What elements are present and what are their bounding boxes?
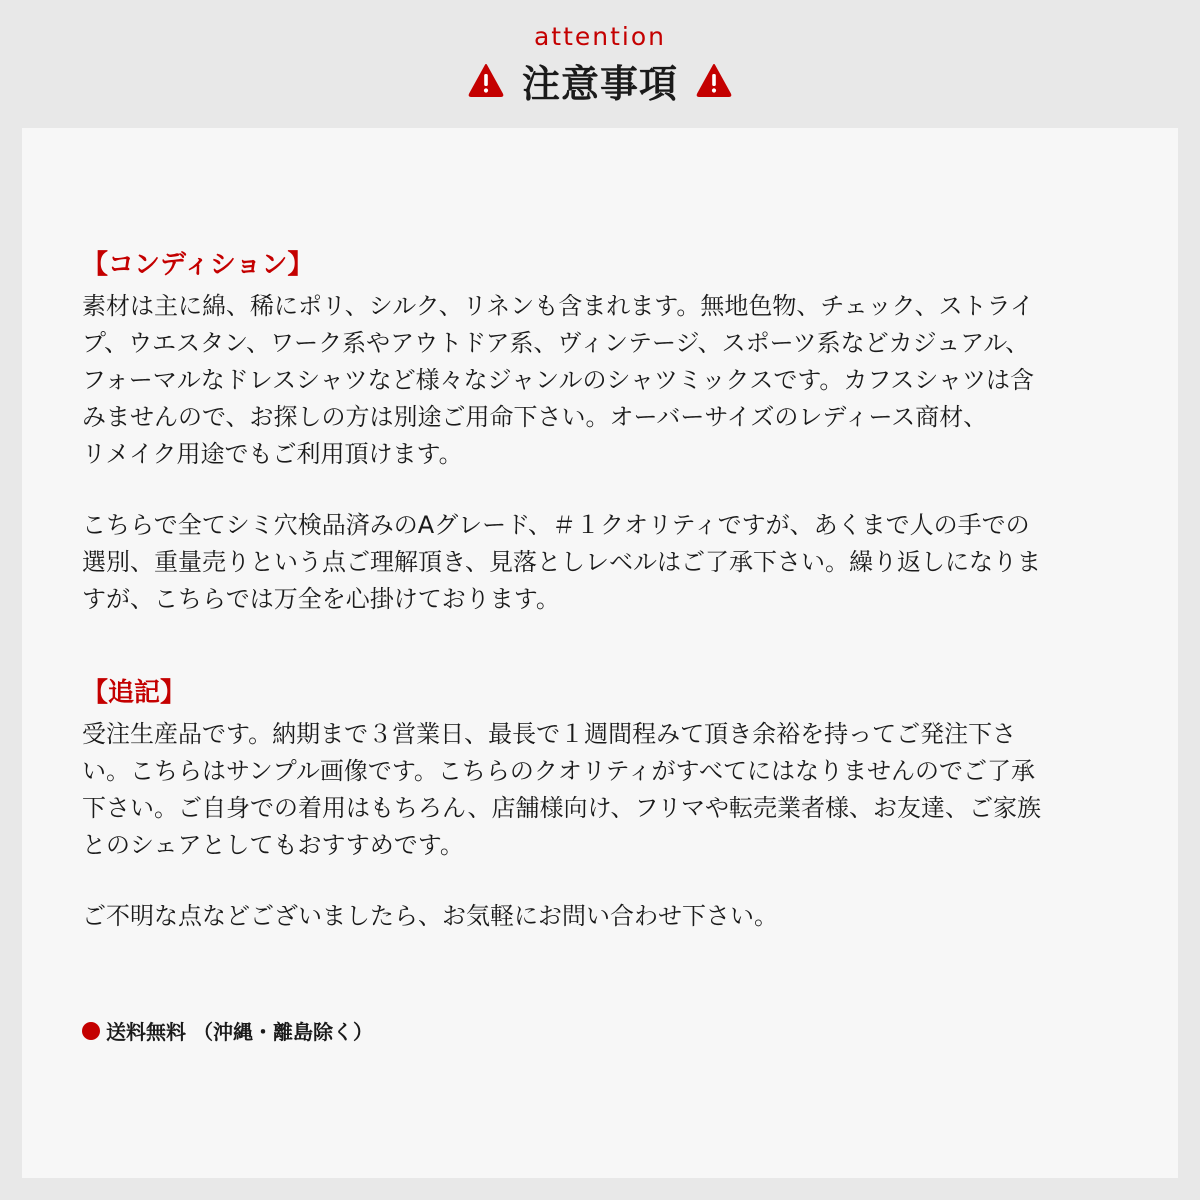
bullet-dot-icon <box>82 1022 100 1040</box>
warning-triangle-icon <box>696 63 732 97</box>
subtitle: attention <box>533 22 667 51</box>
header <box>0 0 1200 128</box>
condition-paragraph-2: こちらで全てシミ穴検品済みのAグレード、＃１クオリティですが、あくまで人の手での 選別、重量売りという点ご理解頂き、見落としレベルはご了承下さい。繰り返しになりま すが、こちらでは万全を心掛けております。 <box>82 511 1042 613</box>
addendum-paragraph-1: 受注生産品です。納期まで３営業日、最長で１週間程みて頂き余裕を持ってご発注下さ い。こちらはサンプル画像です。こちらのクオリティがすべてにはなりませんのでご了承 下さい。ご自身での着用はもちろん、店舗様向け、フリマや転売業者様、お友達、ご家族 とのシェアとしてもおすすめです。 <box>82 720 1042 859</box>
condition-section <box>82 246 1132 618</box>
title-row <box>0 55 1200 105</box>
addendum-heading: 【追記】 <box>82 678 187 708</box>
shipping-note-text: 送料無料 （沖縄・離島除く） <box>106 1020 373 1044</box>
warning-triangle-icon <box>468 63 504 97</box>
condition-heading: 【コンディション】 <box>82 250 314 280</box>
content-panel <box>22 128 1178 1178</box>
page-title: 注意事項 <box>521 61 678 106</box>
addendum-section <box>82 674 1132 935</box>
shipping-note <box>82 1016 373 1045</box>
addendum-paragraph-2: ご不明な点などございましたら、お気軽にお問い合わせ下さい。 <box>82 902 778 930</box>
condition-paragraph-1: 素材は主に綿、稀にポリ、シルク、リネンも含まれます。無地色物、チェック、ストライ プ、ウエスタン、ワーク系やアウトドア系、ヴィンテージ、スポーツ系などカジュアル、 フォーマルなドレスシャツなど様々なジャンルのシャツミックスです。カフスシャツは含 みませんので、お探しの方は別途ご用命下さい。オーバーサイズのレディース商材、 リメイク用途でもご利用頂けます。 <box>82 292 1034 468</box>
